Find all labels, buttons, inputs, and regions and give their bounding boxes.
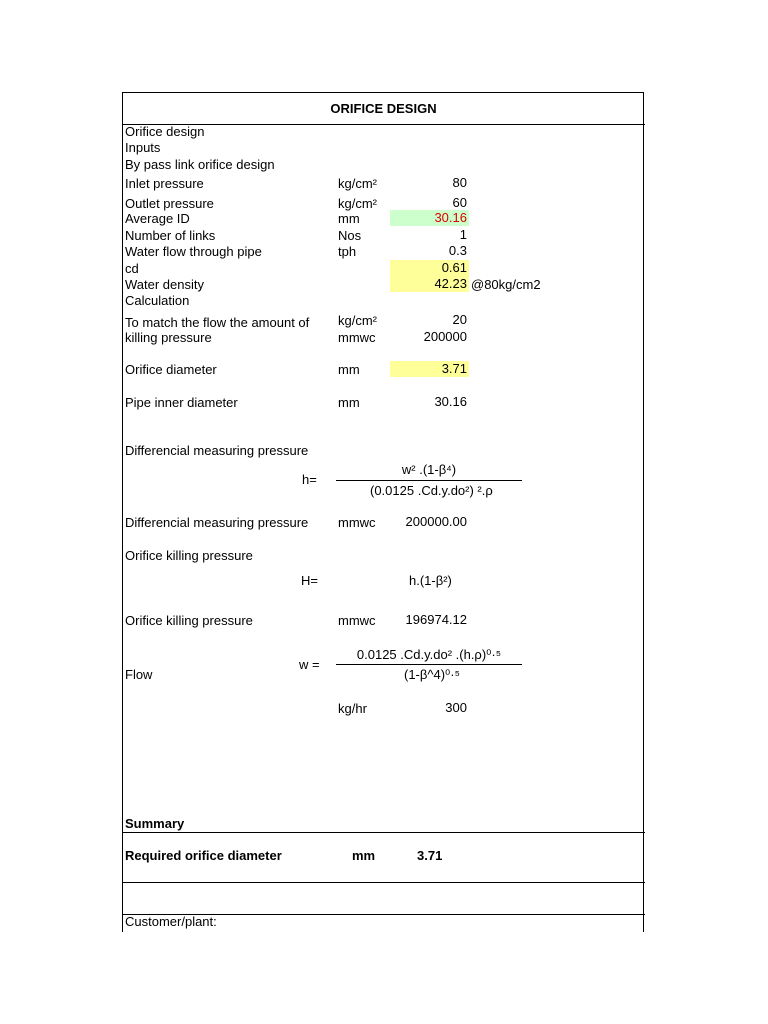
formula-w-lhs: w = [299,657,320,672]
formula-h-lhs: h= [302,472,317,487]
diff-pressure-result-unit: mmwc [338,515,376,530]
input-unit: kg/cm² [338,196,377,211]
input-label: Outlet pressure [125,196,214,211]
input-unit: kg/cm² [338,176,377,191]
orifice-diameter-value[interactable]: 3.71 [390,361,469,377]
input-value[interactable]: 80 [452,175,467,190]
match-flow-unit-kgcm2: kg/cm² [338,313,377,328]
diff-pressure-result-label: Differencial measuring pressure [125,515,309,530]
match-flow-label-line2: killing pressure [125,330,212,345]
formula-h-denominator: (0.0125 .Cd.y.do²) ².ρ [370,483,493,498]
killing-pressure-result-value[interactable]: 196974.12 [405,612,467,627]
diff-pressure-result-value[interactable]: 200000.00 [405,514,467,529]
flow-label: Flow [125,667,153,682]
formula-h-fraction-bar [336,480,522,481]
flow-result-value[interactable]: 300 [445,700,467,715]
formula-h-numerator: w² .(1-β⁴) [401,462,457,477]
cd-value[interactable]: 0.61 [390,260,469,276]
input-value[interactable]: 0.3 [448,243,467,258]
orifice-diameter-unit: mm [338,362,360,377]
water-density-value[interactable]: 42.23 [390,276,469,292]
input-unit: mm [338,211,360,226]
match-flow-value-kgcm2[interactable]: 20 [452,312,467,327]
summary-value[interactable]: 3.71 [417,848,443,863]
formula-H-lhs: H= [301,573,318,588]
input-label: cd [125,261,139,276]
summary-bottom-divider [122,882,645,883]
formula-w-numerator: 0.0125 .Cd.y.do² .(h.ρ)⁰·⁵ [356,647,502,662]
orifice-diameter-label: Orifice diameter [125,362,217,377]
input-label: Average ID [125,211,190,226]
customer-plant-label: Customer/plant: [125,914,217,929]
summary-label: Required orifice diameter [125,848,282,863]
summary-unit: mm [352,848,376,863]
formula-H-rhs: h.(1-β²) [409,573,452,588]
input-unit: tph [338,244,357,259]
intro-line-inputs: Inputs [125,140,161,155]
intro-line-orifice-design: Orifice design [125,124,205,139]
input-label: Inlet pressure [125,176,204,191]
pipe-inner-diameter-unit: mm [338,395,360,410]
formula-w-denominator: (1-β^4)⁰·⁵ [404,667,460,682]
water-density-note: @80kg/cm2 [471,277,541,292]
input-label: Water density [125,277,204,292]
pipe-inner-diameter-label: Pipe inner diameter [125,395,238,410]
killing-pressure-result-label: Orifice killing pressure [125,613,253,628]
flow-result-unit: kg/hr [338,701,367,716]
formula-w-fraction-bar [336,664,522,665]
input-value[interactable]: 60 [452,195,467,210]
orifice-design-sheet [122,92,644,932]
input-value[interactable]: 1 [459,227,467,242]
killing-pressure-heading: Orifice killing pressure [125,548,253,563]
input-label: Number of links [125,228,216,243]
calculation-heading: Calculation [125,293,190,308]
average-id-value[interactable]: 30.16 [390,210,469,226]
input-label: Water flow through pipe [125,244,262,259]
killing-pressure-result-unit: mmwc [338,613,376,628]
summary-top-divider [122,832,645,833]
match-flow-value-mmwc[interactable]: 200000 [423,329,467,344]
input-unit: Nos [338,228,362,243]
diff-pressure-heading: Differencial measuring pressure [125,443,309,458]
pipe-inner-diameter-value[interactable]: 30.16 [434,394,467,409]
match-flow-label-line1: To match the flow the amount of [125,315,310,330]
intro-line-bypass: By pass link orifice design [125,157,275,172]
summary-heading: Summary [125,816,185,831]
page-title: ORIFICE DESIGN [330,101,437,116]
match-flow-unit-mmwc: mmwc [338,330,376,345]
